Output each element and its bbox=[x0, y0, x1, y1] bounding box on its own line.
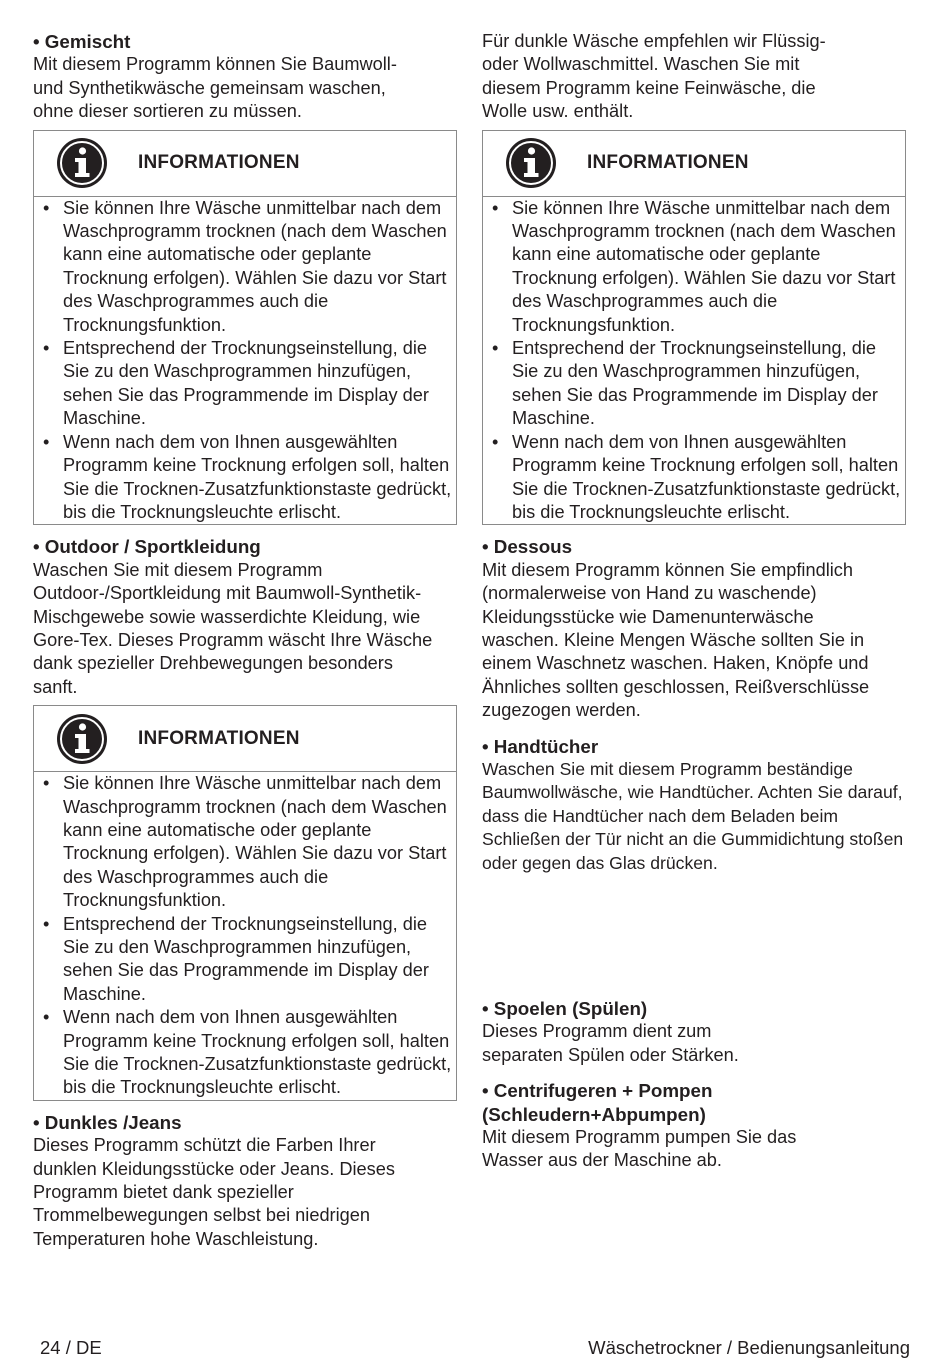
info-box-header bbox=[483, 131, 905, 197]
section-text: Mit diesem Programm können Sie empfindlich (normalerweise von Hand zu waschende) Kleidungsstücke wie Damenunterwäsche waschen. Kleine Mengen Wäsche sollten Sie in einem Waschnetz waschen. Haken, Knöpfe und Ähnliches sollten geschlossen, Reißverschlüsse zugezogen werden. bbox=[482, 559, 870, 721]
info-item-text: Entsprechend der Trocknungseinstellung, die Sie zu den Waschprogrammen hinzufügen, sehen Sie das Programmende im Display der Maschine. bbox=[63, 338, 429, 429]
section-heading: • Spoelen (Spülen) bbox=[482, 998, 648, 1019]
section-gemischt bbox=[33, 30, 457, 124]
info-item bbox=[34, 772, 456, 912]
info-item bbox=[483, 337, 905, 431]
section-text: Mit diesem Programm pumpen Sie das Wasser aus der Maschine ab. bbox=[482, 1127, 797, 1171]
section-heading-sub: (Schleudern+Abpumpen) bbox=[482, 1103, 706, 1125]
bullet: • bbox=[43, 197, 50, 218]
info-box-header bbox=[34, 131, 456, 197]
section-spoelen bbox=[482, 997, 906, 1067]
info-title: INFORMATIONEN bbox=[138, 727, 300, 749]
info-item bbox=[34, 337, 456, 431]
info-item-text: Sie können Ihre Wäsche unmittelbar nach dem Waschprogramm trocknen (nach dem Waschen kann eine automatische oder geplante Trocknung erfolgen). Wählen Sie dazu vor Start des Waschprogrammes auch die Trocknungsfunktion. bbox=[63, 773, 447, 911]
bullet: • bbox=[43, 773, 50, 794]
section-heading: • Gemischt bbox=[33, 31, 131, 52]
info-icon bbox=[56, 713, 108, 765]
info-icon bbox=[56, 137, 108, 189]
bullet: • bbox=[43, 913, 50, 934]
info-item-text: Wenn nach dem von Ihnen ausgewählten Programm keine Trocknung erfolgen soll, halten Sie die Trocknen-Zusatzfunktionstaste gedrückt, bis die Trocknungsleuchte erlischt. bbox=[63, 431, 452, 522]
section-outdoor bbox=[33, 535, 457, 699]
info-item-text: Sie können Ihre Wäsche unmittelbar nach dem Waschprogramm trocknen (nach dem Waschen kann eine automatische oder geplante Trocknung erfolgen). Wählen Sie dazu vor Start des Waschprogrammes auch die Trocknungsfunktion. bbox=[512, 197, 896, 335]
right-column bbox=[482, 30, 906, 1173]
bullet: • bbox=[43, 338, 50, 359]
info-item bbox=[34, 197, 456, 337]
bullet: • bbox=[43, 431, 50, 452]
info-list bbox=[34, 772, 456, 1100]
info-item-text: Entsprechend der Trocknungseinstellung, die Sie zu den Waschprogrammen hinzufügen, sehen Sie das Programmende im Display der Maschine. bbox=[63, 913, 429, 1004]
info-item bbox=[483, 431, 905, 525]
document-title: Wäschetrockner / Bedienungsanleitung bbox=[588, 1337, 910, 1358]
intro-text: Für dunkle Wäsche empfehlen wir Flüssig- oder Wollwaschmittel. Waschen Sie mit diesem Programm keine Feinwäsche, die Wolle usw. enthält. bbox=[482, 31, 826, 122]
section-dunkles bbox=[33, 1111, 457, 1251]
info-title: INFORMATIONEN bbox=[138, 152, 300, 174]
bullet: • bbox=[43, 1007, 50, 1028]
info-list bbox=[483, 197, 905, 525]
info-item bbox=[34, 1006, 456, 1100]
info-item bbox=[34, 431, 456, 525]
info-icon bbox=[505, 137, 557, 189]
info-item-text: Wenn nach dem von Ihnen ausgewählten Programm keine Trocknung erfolgen soll, halten Sie die Trocknen-Zusatzfunktionstaste gedrückt, bis die Trocknungsleuchte erlischt. bbox=[512, 431, 901, 522]
section-text: Waschen Sie mit diesem Programm beständige Baumwollwäsche, wie Handtücher. Achten Sie darauf, dass die Handtücher nach dem Beladen beim Schließen der Tür nicht an die Gummidichtung stoßen oder gegen das Glas drücken. bbox=[482, 758, 904, 873]
section-centrifugeren bbox=[482, 1079, 906, 1173]
info-item bbox=[34, 913, 456, 1007]
bullet: • bbox=[492, 431, 499, 452]
info-item-text: Sie können Ihre Wäsche unmittelbar nach dem Waschprogramm trocknen (nach dem Waschen kann eine automatische oder geplante Trocknung erfolgen). Wählen Sie dazu vor Start des Waschprogrammes auch die Trocknungsfunktion. bbox=[63, 197, 447, 335]
info-box bbox=[482, 130, 906, 526]
left-column bbox=[33, 30, 457, 1251]
bullet: • bbox=[492, 338, 499, 359]
section-dessous bbox=[482, 535, 906, 722]
section-handtuecher bbox=[482, 735, 906, 875]
info-title: INFORMATIONEN bbox=[587, 152, 749, 174]
section-text: Dieses Programm schützt die Farben Ihrer dunklen Kleidungsstücke oder Jeans. Dieses Programm bietet dank spezieller Trommelbewegungen selbst bei niedrigen Temperaturen hohe Waschleistung. bbox=[33, 1135, 395, 1249]
section-text: Mit diesem Programm können Sie Baumwoll- und Synthetikwäsche gemeinsam waschen, ohne dieser sortieren zu müssen. bbox=[33, 54, 397, 122]
info-box bbox=[33, 130, 457, 526]
section-heading: • Dessous bbox=[482, 536, 573, 558]
info-item-text: Entsprechend der Trocknungseinstellung, die Sie zu den Waschprogrammen hinzufügen, sehen Sie das Programmende im Display der Maschine. bbox=[512, 338, 878, 429]
page-number: 24 / DE bbox=[40, 1337, 102, 1358]
info-item bbox=[483, 197, 905, 337]
bullet: • bbox=[492, 197, 499, 218]
section-heading: • Outdoor / Sportkleidung bbox=[33, 536, 261, 558]
info-box-header bbox=[34, 706, 456, 772]
section-heading: • Dunkles /Jeans bbox=[33, 1111, 182, 1133]
section-heading: • Handtücher bbox=[482, 735, 599, 757]
info-item-text: Wenn nach dem von Ihnen ausgewählten Programm keine Trocknung erfolgen soll, halten Sie die Trocknen-Zusatzfunktionstaste gedrückt, bis die Trocknungsleuchte erlischt. bbox=[63, 1007, 452, 1098]
section-text: Dieses Programm dient zum separaten Spülen oder Stärken. bbox=[482, 1021, 739, 1065]
info-list bbox=[34, 197, 456, 525]
info-box bbox=[33, 705, 457, 1101]
section-heading: • Centrifugeren + Pompen bbox=[482, 1080, 713, 1102]
section-text: Waschen Sie mit diesem Programm Outdoor-/Sportkleidung mit Baumwoll-Synthetik-Mischgewebe sowie wasserdichte Kleidung, wie Gore-Tex. Dieses Programm wäscht Ihre Wäsche dank spezieller Drehbewegungen besonders sanft. bbox=[33, 559, 433, 697]
